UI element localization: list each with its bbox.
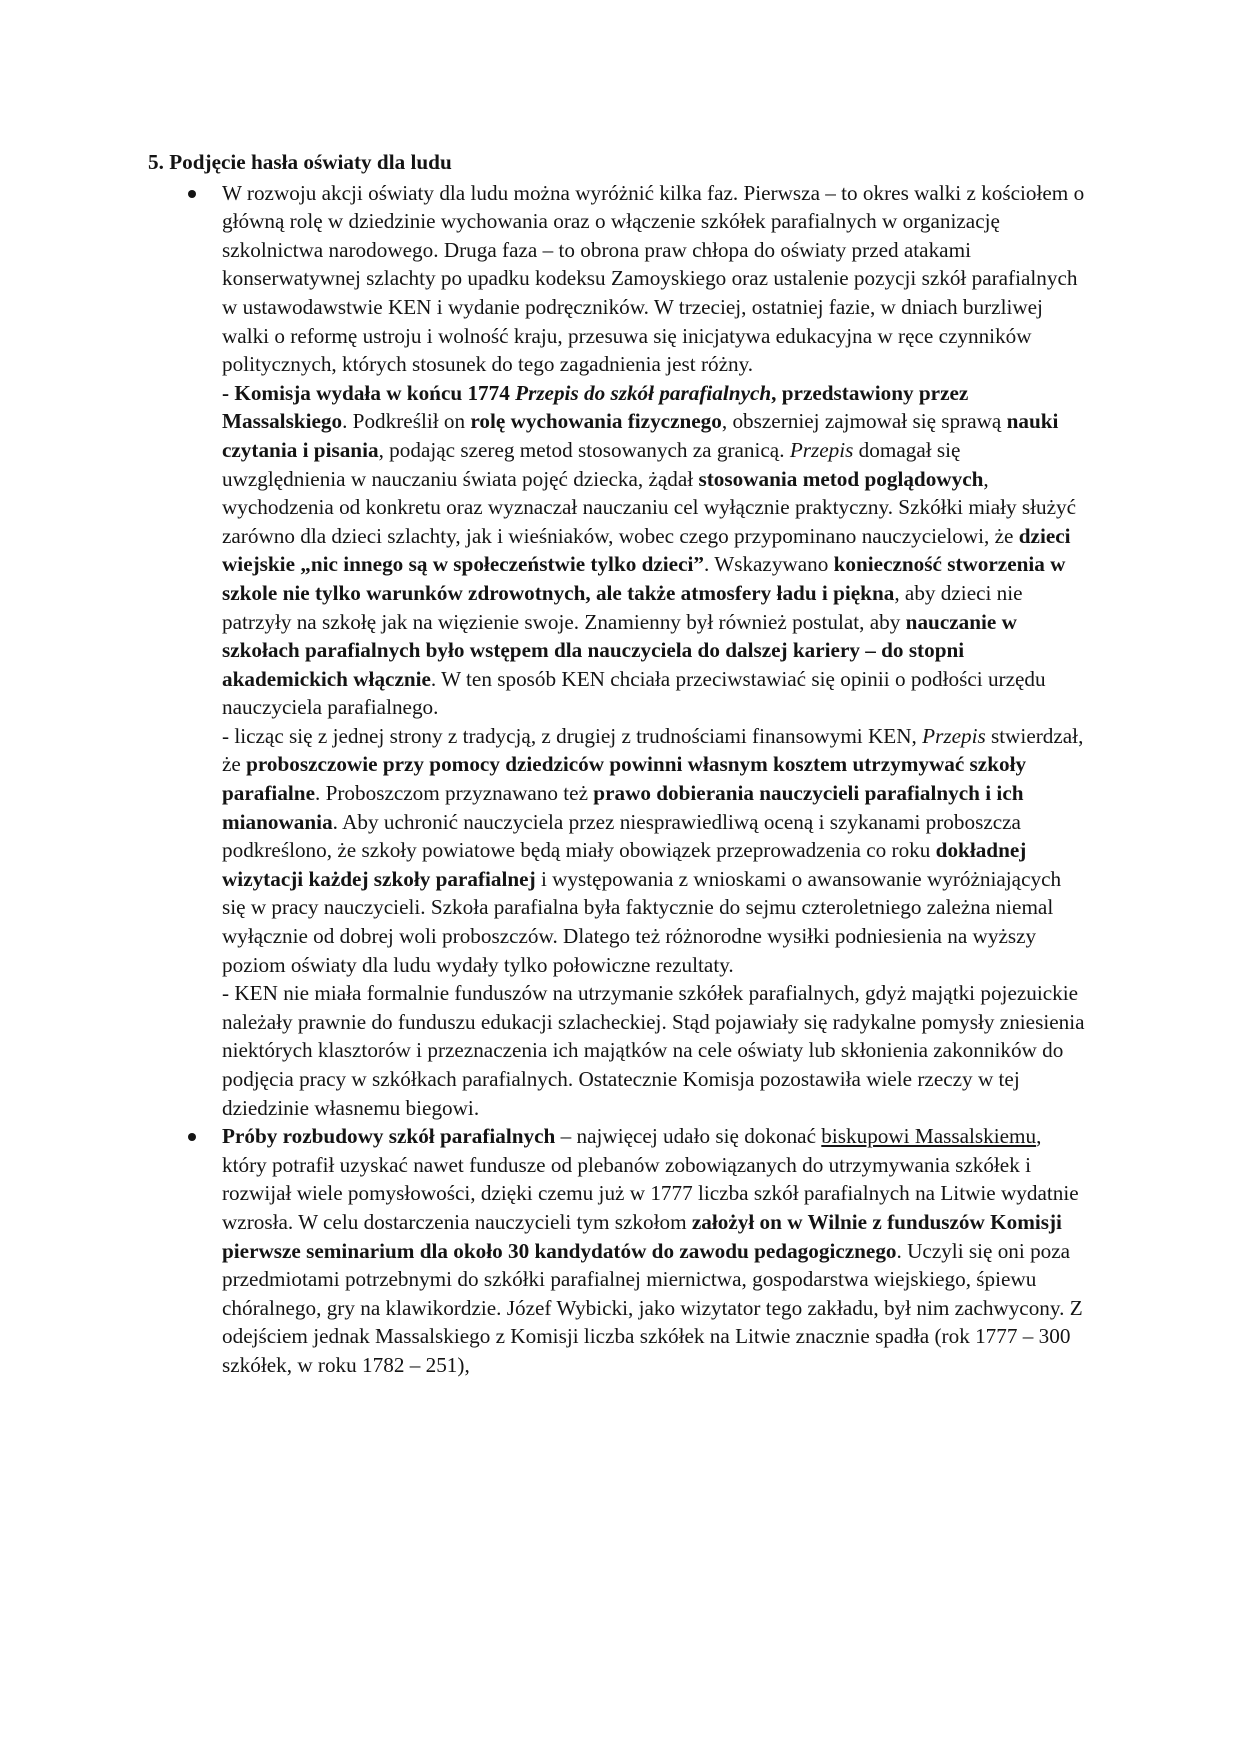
text-run-emphasis: , przedstawiony przez Massalskiego [222,380,969,434]
text-run: , podając szereg metod stosowanych za granicą. [378,437,790,462]
text-run: domagał się uwzględnienia w nauczaniu świata pojęć dziecka, żądał [222,437,961,491]
text-run: . Proboszczom przyznawano też [315,781,594,806]
text-run: . Wskazywano [703,552,834,577]
text-run-emphasis: prawo dobierania nauczycieli parafialnych i ich mianowania [222,781,1024,834]
paragraph-proboszczowie [222,722,1088,979]
bullet-item-phases [148,179,1088,1123]
text-run-emphasis: Próby rozbudowy szkół parafialnych [222,1124,556,1149]
text-run: . Uczyli się oni poza przedmiotami potrzebnymi do szkółki parafialnej miernictwa, gospodarstwa wiejskiego, śpiewu chóralnego, gry na klawikordzie. Józef Wybicki, jako wizytator tego zakładu, był nim zachwycony. Z odejściem jednak Massalskiego z Komisji liczba szkółek na Litwie znacznie spadła (rok 1777 – 300 szkółek, w roku 1782 – 251), [222,1238,1083,1377]
bullet-dot-icon [188,1133,196,1141]
text-run: . Aby uchronić nauczyciela przez niesprawiedliwą oceną i szykanami proboszcza podkreślono, że szkoły powiatowe będą miały obowiązek przeprowadzenia co roku [222,809,1021,863]
text-run-emphasis: dokładnej wizytacji każdej szkoły parafialnej [222,838,1027,891]
text-run-emphasis: Przepis [789,437,854,462]
paragraph-fundusze: - KEN nie miała formalnie funduszów na utrzymanie szkółek parafialnych, gdyż majątki pojezuickie należały prawnie do funduszu edukacji szlacheckiej. Stąd pojawiały się radykalne pomysły zniesienia niektórych klasztorów i przeznaczenia ich majątków na cele oświaty lub skłonienia zakonników do podjęcia pracy w szkółkach parafialnych. Ostatecznie Komisja pozostawiła wiele rzeczy w tej dziedzinie własnemu biegowi. [222,981,1085,1120]
section-heading: 5. Podjęcie hasła oświaty dla ludu [148,150,452,174]
text-run-emphasis: Przepis do szkół parafialnych [515,380,772,405]
text-run: , który potrafił uzyskać nawet fundusze od plebanów zobowiązanych do utrzymywania szkółek i rozwijał wiele pomysłowości, dzięki czemu już w 1777 liczba szkół parafialnych na Litwie wydatnie wzrosła. W celu dostarczenia nauczycieli tym szkołom [222,1124,1079,1234]
text-run: - licząc się z jednej strony z tradycją, z drugiej z trudnościami finansowymi KEN, [222,723,923,748]
document-content [148,148,1088,1380]
text-run: , wychodzenia od konkretu oraz wyznaczał nauczaniu cel wyłącznie praktyczny. Szkółki miały służyć zarówno dla dzieci szlachty, jak i wieśniaków, wobec czego przypominano nauczycielowi, że [222,466,1077,548]
text-run: , obszerniej zajmował się sprawą [721,409,1007,434]
text-run-emphasis: konieczność stworzenia w szkole nie tylko warunków zdrowotnych, ale także atmosfery ładu i piękna [222,552,1066,605]
bullet-list [148,179,1088,1380]
bullet-item-rozbudowa [148,1122,1088,1379]
text-run: , aby dzieci nie patrzyły na szkołę jak na więzienie swoje. Znamienny był również postulat, aby [222,580,1023,634]
text-run-emphasis: biskupowi Massalskiemu [821,1124,1037,1149]
text-run-emphasis: proboszczowie przy pomocy dziedziców powinni własnym kosztem utrzymywać szkoły parafialne [222,752,1027,806]
text-run: stwierdzał, że [222,723,1084,777]
text-run-emphasis: dzieci wiejskie „nic innego są w społeczeństwie tylko dzieci” [222,523,1071,577]
paragraph-phases: W rozwoju akcji oświaty dla ludu można wyróżnić kilka faz. Pierwsza – to okres walki z kościołem o główną rolę w dziedzinie wychowania oraz o włączenie szkółek parafialnych w organizację szkolnictwa narodowego. Druga faza – to obrona praw chłopa do oświaty przed atakami konserwatywnej szlachty po upadku kodeksu Zamoyskiego oraz ustalenie pozycji szkół parafialnych w ustawodawstwie KEN i wydanie podręczników. W trzeciej, ostatniej fazie, w dniach burzliwej walki o reformę ustroju i wolność kraju, przesuwa się inicjatywa edukacyjna w ręce czynników politycznych, których stosunek do tego zagadnienia jest różny. [222,180,1085,377]
text-run: . Podkreślił on [342,409,471,434]
text-run: . W ten sposób KEN chciała przeciwstawiać się opinii o podłości urzędu nauczyciela parafialnego. [222,666,1046,720]
paragraph-przepis [222,379,1088,722]
text-run-emphasis: - Komisja wydała w końcu 1774 [222,380,516,405]
text-run: i występowania z wnioskami o awansowanie wyróżniających się w pracy nauczycieli. Szkoła parafialna była faktycznie do sejmu czteroletniego zależna niemal wyłącznie od dobrej woli proboszczów. Dlatego też różnorodne wysiłki podniesienia na wyższy poziom oświaty dla ludu wydały tylko połowiczne rezultaty. [222,866,1062,977]
text-run-emphasis: założył on w Wilnie z funduszów Komisji pierwsze seminarium dla około 30 kandydatów do zawodu pedagogicznego [222,1209,1062,1263]
text-run-emphasis: Przepis [922,723,986,748]
bullet-dot-icon [188,190,196,198]
paragraph-rozbudowa [222,1122,1088,1379]
text-run-emphasis: stosowania metod poglądowych [698,466,984,491]
text-run: – najwięcej udało się dokonać [555,1124,822,1149]
text-run-emphasis: nauki czytania i pisania [222,409,1059,462]
text-run-emphasis: nauczanie w szkołach parafialnych było wstępem dla nauczyciela do dalszej kariery – do stopni akademickich włącznie [222,609,1017,691]
text-run-emphasis: rolę wychowania fizycznego [470,409,722,434]
